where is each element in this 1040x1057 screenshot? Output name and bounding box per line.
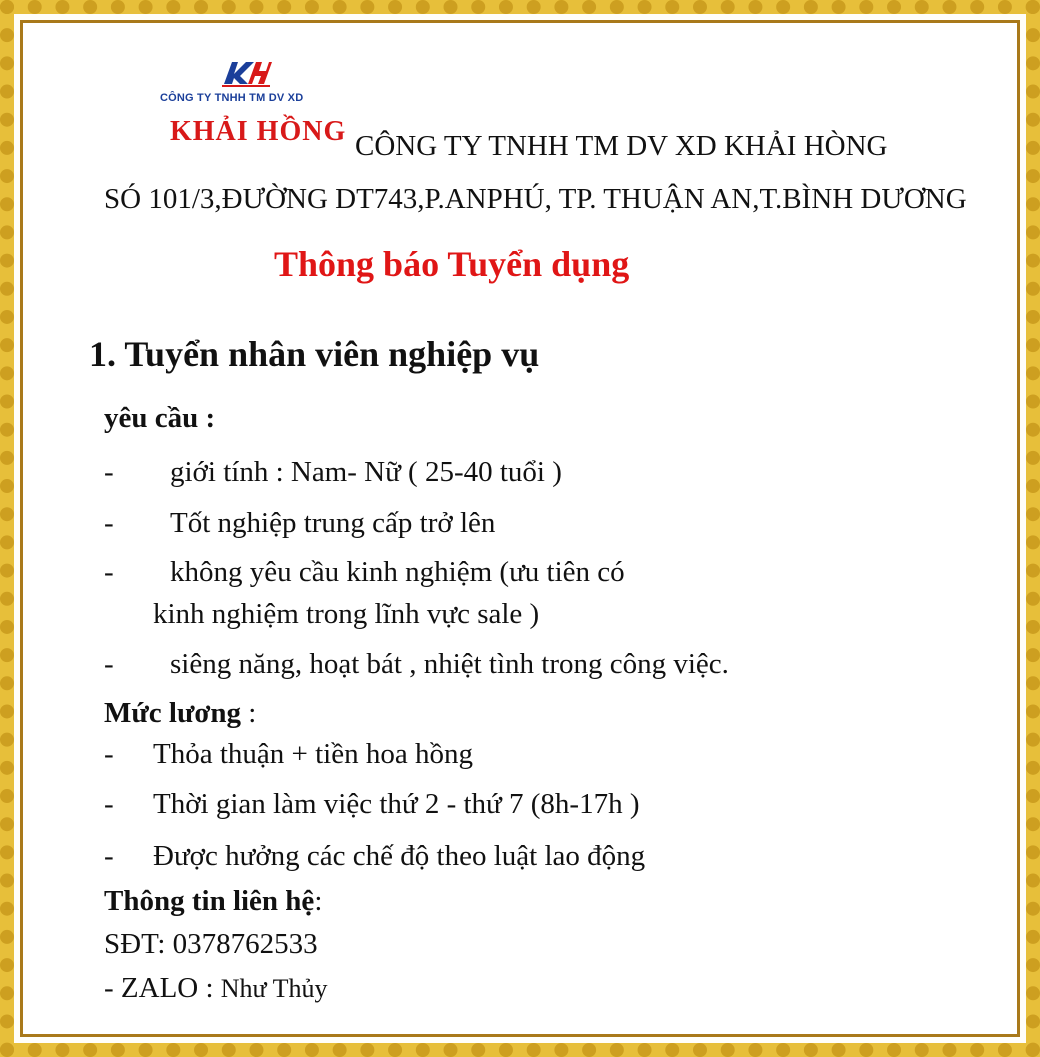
contact-phone: SĐT: 0378762533 xyxy=(104,928,318,960)
list-dash: - xyxy=(104,456,114,488)
company-logo-icon xyxy=(218,56,272,90)
section-title: 1. Tuyển nhân viên nghiệp vụ xyxy=(89,334,540,374)
company-name: CÔNG TY TNHH TM DV XD KHẢI HÒNG xyxy=(355,130,888,162)
requirement-item: siêng năng, hoạt bát , nhiệt tình trong công việc. xyxy=(170,648,729,680)
requirement-item: không yêu cầu kinh nghiệm (ưu tiên có xyxy=(170,556,625,588)
list-dash: - xyxy=(104,648,114,680)
salary-item: Thỏa thuận + tiền hoa hồng xyxy=(153,738,473,770)
list-dash: - xyxy=(104,507,114,539)
list-dash: - xyxy=(104,840,114,872)
contact-heading-colon: : xyxy=(314,885,323,917)
salary-item: Thời gian làm việc thứ 2 - thứ 7 (8h-17h ) xyxy=(153,788,640,820)
logo-company-type: CÔNG TY TNHH TM DV XD xyxy=(160,92,304,104)
list-dash: - xyxy=(104,788,114,820)
salary-heading-colon: : xyxy=(241,697,257,729)
salary-item: Được hưởng các chế độ theo luật lao động xyxy=(153,840,646,872)
list-dash: - xyxy=(104,556,114,588)
requirement-item: giới tính : Nam- Nữ ( 25-40 tuổi ) xyxy=(170,456,562,488)
zalo-name: Như Thủy xyxy=(220,974,328,1003)
contact-heading-line xyxy=(104,885,322,918)
logo-brand-name: KHẢI HỒNG xyxy=(170,116,347,147)
requirements-heading: yêu cầu : xyxy=(104,402,216,434)
contact-heading: Thông tin liên hệ xyxy=(104,885,315,917)
salary-heading: Mức lương xyxy=(104,697,242,729)
salary-heading-line xyxy=(104,697,256,730)
requirement-item: Tốt nghiệp trung cấp trở lên xyxy=(170,507,496,539)
requirement-item-continuation: kinh nghiệm trong lĩnh vực sale ) xyxy=(153,598,540,630)
list-dash: - xyxy=(104,738,114,770)
contact-zalo-line xyxy=(104,972,328,1005)
company-address: SÓ 101/3,ĐƯỜNG DT743,P.ANPHÚ, TP. THUẬN AN,T.BÌNH DƯƠNG xyxy=(104,183,967,215)
zalo-label: - ZALO : xyxy=(104,972,221,1004)
notice-title: Thông báo Tuyển dụng xyxy=(274,244,630,284)
